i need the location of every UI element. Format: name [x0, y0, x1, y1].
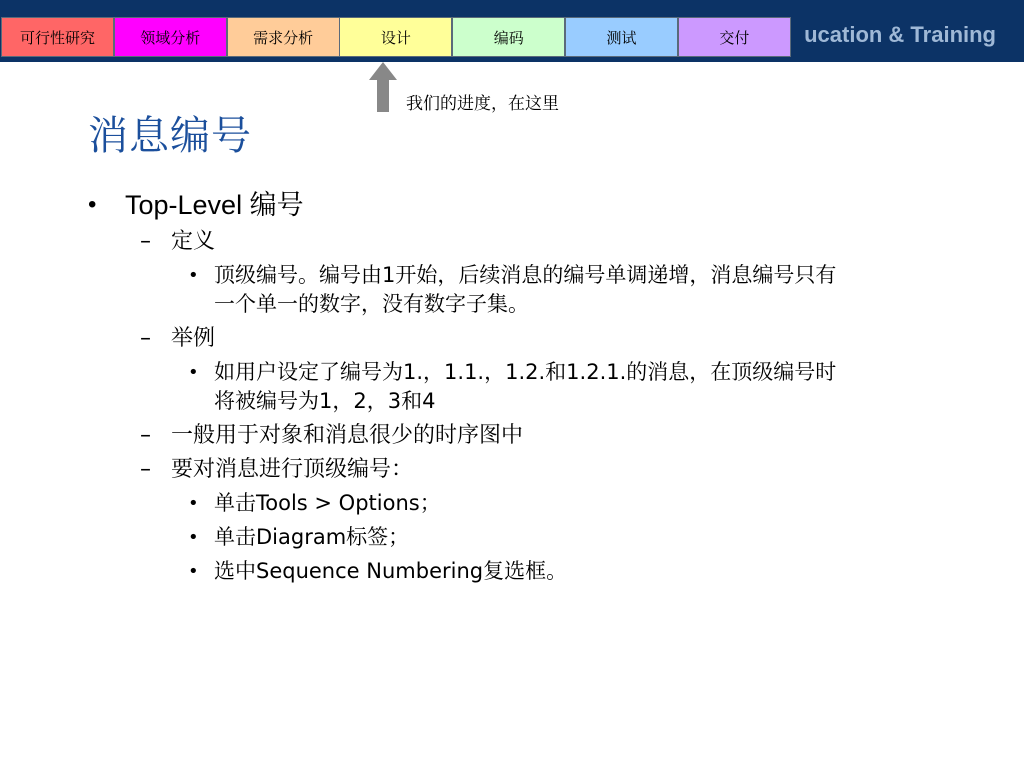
stage-design[interactable]: 设计 [339, 17, 452, 57]
bullet-text: Top-Level 编号 [125, 190, 304, 220]
step-text: 单击Tools > Options； [214, 491, 441, 515]
example-body: 如用户设定了编号为1.，1.1.，1.2.和1.2.1.的消息，在顶级编号时将被编号为1，2，3和4 [214, 360, 837, 413]
definition-text [188, 259, 854, 322]
example-text [188, 356, 854, 419]
step-text: 单击Diagram标签； [214, 525, 410, 549]
dash-icon: – [140, 326, 151, 351]
step-item [188, 487, 854, 521]
usage-text: 一般用于对象和消息很少的时序图中 [171, 423, 524, 448]
dash-icon: – [140, 423, 151, 448]
stage-feasibility[interactable]: 可行性研究 [1, 17, 114, 57]
dash-icon: – [140, 457, 151, 482]
bullet-icon: • [188, 362, 199, 383]
brand-text: ucation & Training [804, 22, 996, 47]
stage-testing[interactable]: 测试 [565, 17, 678, 57]
definition-body: 顶级编号。编号由1开始，后续消息的编号单调递增，消息编号只有一个单一的数字，没有数字子集。 [214, 263, 837, 316]
bullet-top-level [88, 185, 968, 225]
steps-intro-text: 要对消息进行顶级编号： [171, 457, 414, 482]
stage-delivery[interactable]: 交付 [678, 17, 791, 57]
page-title: 消息编号 [88, 113, 252, 159]
stage-tabs [1, 17, 791, 59]
sub-item-steps [140, 453, 968, 487]
progress-note: 我们的进度，在这里 [406, 94, 559, 114]
sub-item-usage [140, 419, 968, 453]
header-bar [0, 0, 1024, 62]
sub-item-label: 举例 [171, 326, 216, 351]
step-item [188, 521, 854, 555]
sub-item-example [140, 322, 968, 356]
bullet-icon: • [188, 265, 199, 286]
step-item [188, 555, 854, 589]
sub-item-definition [140, 225, 968, 259]
bullet-icon: • [88, 191, 97, 218]
bullet-icon: • [188, 527, 199, 548]
bullet-icon: • [188, 493, 199, 514]
stage-coding[interactable]: 编码 [452, 17, 565, 57]
progress-arrow-icon [369, 62, 397, 112]
bullet-icon: • [188, 561, 199, 582]
slide-body [88, 185, 968, 589]
step-text: 选中Sequence Numbering复选框。 [214, 559, 568, 583]
stage-requirements[interactable]: 需求分析 [227, 17, 340, 57]
sub-item-label: 定义 [171, 229, 216, 254]
dash-icon: – [140, 229, 151, 254]
stage-domain-analysis[interactable]: 领域分析 [114, 17, 227, 57]
